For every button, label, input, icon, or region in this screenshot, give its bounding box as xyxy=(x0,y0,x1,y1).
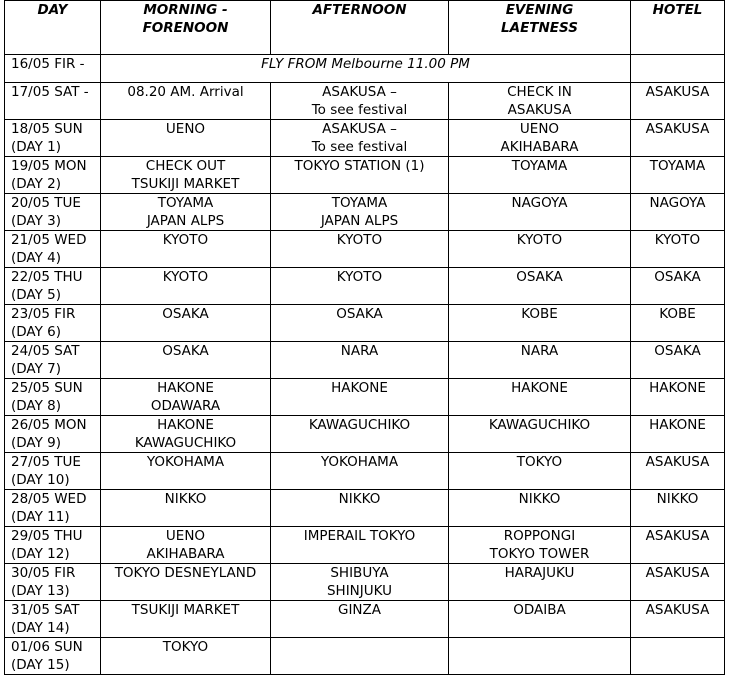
day-cell: 29/05 THU (DAY 12) xyxy=(5,527,101,564)
day-cell: 16/05 FIR - xyxy=(5,55,101,83)
morning-cell: UENO xyxy=(101,120,271,157)
hotel-cell: TOYAMA xyxy=(631,157,725,194)
day-cell: 23/05 FIR (DAY 6) xyxy=(5,305,101,342)
afternoon-cell: ASAKUSA – To see festival xyxy=(271,120,449,157)
hotel-cell: NAGOYA xyxy=(631,194,725,231)
morning-cell: YOKOHAMA xyxy=(101,453,271,490)
header-evening: EVENING LAETNESS xyxy=(449,1,631,55)
header-morning: MORNING - FORENOON xyxy=(101,1,271,55)
afternoon-cell: GINZA xyxy=(271,601,449,638)
table-row xyxy=(5,194,725,231)
hotel-cell: OSAKA xyxy=(631,268,725,305)
morning-cell: HAKONE KAWAGUCHIKO xyxy=(101,416,271,453)
morning-cell: HAKONE ODAWARA xyxy=(101,379,271,416)
hotel-cell: ASAKUSA xyxy=(631,83,725,120)
table-row xyxy=(5,157,725,194)
hotel-cell: KYOTO xyxy=(631,231,725,268)
header-hotel: HOTEL xyxy=(631,1,725,55)
day-cell: 30/05 FIR (DAY 13) xyxy=(5,564,101,601)
table-row xyxy=(5,268,725,305)
hotel-cell: NIKKO xyxy=(631,490,725,527)
table-row xyxy=(5,342,725,379)
morning-cell: TOYAMA JAPAN ALPS xyxy=(101,194,271,231)
evening-cell: TOYAMA xyxy=(449,157,631,194)
morning-cell: TOKYO xyxy=(101,638,271,675)
evening-cell: HARAJUKU xyxy=(449,564,631,601)
hotel-cell: OSAKA xyxy=(631,342,725,379)
morning-cell: KYOTO xyxy=(101,231,271,268)
hotel-cell: ASAKUSA xyxy=(631,527,725,564)
day-cell: 26/05 MON (DAY 9) xyxy=(5,416,101,453)
afternoon-cell: OSAKA xyxy=(271,305,449,342)
hotel-cell xyxy=(631,55,725,83)
morning-cell: NIKKO xyxy=(101,490,271,527)
hotel-cell: ASAKUSA xyxy=(631,453,725,490)
header-afternoon: AFTERNOON xyxy=(271,1,449,55)
table-row xyxy=(5,120,725,157)
day-cell: 01/06 SUN (DAY 15) xyxy=(5,638,101,675)
afternoon-cell: NARA xyxy=(271,342,449,379)
morning-cell: OSAKA xyxy=(101,342,271,379)
morning-cell: 08.20 AM. Arrival xyxy=(101,83,271,120)
table-row-flight xyxy=(5,55,725,83)
afternoon-cell: KYOTO xyxy=(271,231,449,268)
day-cell: 22/05 THU (DAY 5) xyxy=(5,268,101,305)
table-row xyxy=(5,231,725,268)
day-cell: 19/05 MON (DAY 2) xyxy=(5,157,101,194)
day-cell: 31/05 SAT (DAY 14) xyxy=(5,601,101,638)
afternoon-cell: KYOTO xyxy=(271,268,449,305)
day-cell: 25/05 SUN (DAY 8) xyxy=(5,379,101,416)
day-cell: 24/05 SAT (DAY 7) xyxy=(5,342,101,379)
flight-note: FLY FROM Melbourne 11.00 PM xyxy=(101,55,631,83)
hotel-cell: HAKONE xyxy=(631,416,725,453)
afternoon-cell: TOYAMA JAPAN ALPS xyxy=(271,194,449,231)
afternoon-cell: ASAKUSA – To see festival xyxy=(271,83,449,120)
hotel-cell xyxy=(631,638,725,675)
hotel-cell: ASAKUSA xyxy=(631,120,725,157)
day-cell: 21/05 WED (DAY 4) xyxy=(5,231,101,268)
afternoon-cell: HAKONE xyxy=(271,379,449,416)
evening-cell: ROPPONGI TOKYO TOWER xyxy=(449,527,631,564)
evening-cell: KYOTO xyxy=(449,231,631,268)
header-day: DAY xyxy=(5,1,101,55)
morning-cell: TSUKIJI MARKET xyxy=(101,601,271,638)
header-row xyxy=(5,1,725,55)
morning-cell: KYOTO xyxy=(101,268,271,305)
itinerary-table xyxy=(4,0,725,675)
afternoon-cell: SHIBUYA SHINJUKU xyxy=(271,564,449,601)
table-row xyxy=(5,379,725,416)
day-cell: 27/05 TUE (DAY 10) xyxy=(5,453,101,490)
afternoon-cell xyxy=(271,638,449,675)
afternoon-cell: KAWAGUCHIKO xyxy=(271,416,449,453)
evening-cell xyxy=(449,638,631,675)
hotel-cell: HAKONE xyxy=(631,379,725,416)
hotel-cell: ASAKUSA xyxy=(631,601,725,638)
table-row xyxy=(5,490,725,527)
table-row xyxy=(5,416,725,453)
evening-cell: ODAIBA xyxy=(449,601,631,638)
table-row xyxy=(5,527,725,564)
table-row xyxy=(5,601,725,638)
afternoon-cell: NIKKO xyxy=(271,490,449,527)
evening-cell: TOKYO xyxy=(449,453,631,490)
afternoon-cell: YOKOHAMA xyxy=(271,453,449,490)
evening-cell: HAKONE xyxy=(449,379,631,416)
hotel-cell: KOBE xyxy=(631,305,725,342)
afternoon-cell: TOKYO STATION (1) xyxy=(271,157,449,194)
morning-cell: OSAKA xyxy=(101,305,271,342)
morning-cell: CHECK OUT TSUKIJI MARKET xyxy=(101,157,271,194)
evening-cell: OSAKA xyxy=(449,268,631,305)
morning-cell: TOKYO DESNEYLAND xyxy=(101,564,271,601)
table-row xyxy=(5,638,725,675)
evening-cell: UENO AKIHABARA xyxy=(449,120,631,157)
evening-cell: CHECK IN ASAKUSA xyxy=(449,83,631,120)
day-cell: 18/05 SUN (DAY 1) xyxy=(5,120,101,157)
table-row xyxy=(5,305,725,342)
afternoon-cell: IMPERAIL TOKYO xyxy=(271,527,449,564)
evening-cell: NIKKO xyxy=(449,490,631,527)
table-row xyxy=(5,564,725,601)
day-cell: 17/05 SAT - xyxy=(5,83,101,120)
table-row xyxy=(5,453,725,490)
evening-cell: KAWAGUCHIKO xyxy=(449,416,631,453)
table-row xyxy=(5,83,725,120)
evening-cell: NAGOYA xyxy=(449,194,631,231)
day-cell: 20/05 TUE (DAY 3) xyxy=(5,194,101,231)
day-cell: 28/05 WED (DAY 11) xyxy=(5,490,101,527)
morning-cell: UENO AKIHABARA xyxy=(101,527,271,564)
evening-cell: NARA xyxy=(449,342,631,379)
hotel-cell: ASAKUSA xyxy=(631,564,725,601)
evening-cell: KOBE xyxy=(449,305,631,342)
